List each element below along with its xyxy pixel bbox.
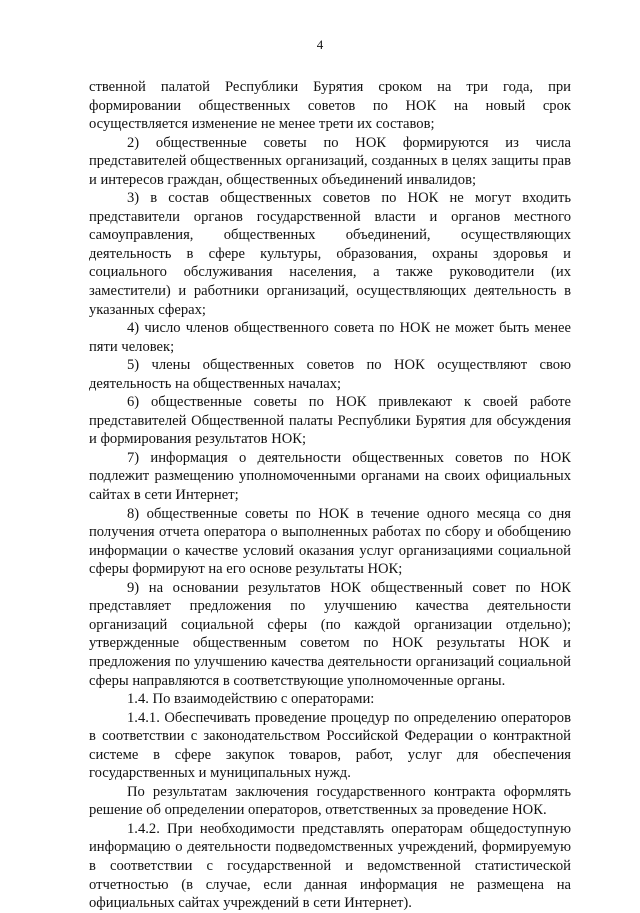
paragraph-item-9: 9) на основании результатов НОК общественный совет по НОК представляет предложения по улучшению качества деятельности организаций социальной сферы (по каждой организации отдельно); утвержденные общественным советом по НОК результаты НОК и предложения по улучшению качества деятельности организаций социальной сферы направляются в соответствующие уполномоченные органы. — [89, 579, 571, 689]
paragraph-item-4: 4) число членов общественного совета по НОК не может быть менее пяти человек; — [89, 320, 571, 355]
page-number: 4 — [316, 37, 324, 52]
paragraph-1-4-2: 1.4.2. При необходимости представлять операторам общедоступную информацию о деятельности подведомственных учреждений, формируемую в соответствии с государственной и ведомственной статистической отчетностью (в случае, если данная информация не размещена на официальных сайтах учреждений в сети Интернет). — [89, 820, 571, 912]
document-body — [89, 78, 571, 913]
paragraph-item-6: 6) общественные советы по НОК привлекают к своей работе представителей Общественной палаты Республики Бурятия для обсуждения и формирования результатов НОК; — [89, 394, 571, 448]
paragraph-item-8: 8) общественные советы по НОК в течение одного месяца со дня получения отчета оператора о выполненных работах по сбору и обобщению информации о качестве условий оказания услуг организациями социальной сферы формируют на его основе результаты НОК; — [89, 505, 571, 578]
paragraph-continuation: ственной палатой Республики Бурятия сроком на три года, при формировании общественных советов по НОК на новый срок осуществляется изменение не менее трети их составов; — [89, 79, 571, 133]
paragraph-item-7: 7) информация о деятельности общественных советов по НОК подлежит размещению уполномоченными органами на своих официальных сайтах в сети Интернет; — [89, 449, 571, 504]
section-heading-1-4: 1.4. По взаимодействию с операторами: — [127, 691, 375, 708]
paragraph-item-5: 5) члены общественных советов по НОК осуществляют свою деятельность на общественных началах; — [89, 357, 571, 392]
paragraph-contract-result: По результатам заключения государственного контракта оформлять решение об определении операторов, ответственных за проведение НОК. — [89, 783, 571, 819]
paragraph-item-2: 2) общественные советы по НОК формируются из числа представителей общественных организаций, созданных в целях защиты прав и интересов граждан, общественных объединений инвалидов; — [89, 134, 571, 188]
paragraph-item-3: 3) в состав общественных советов по НОК не могут входить представители органов государственной власти и органов местного самоуправления, общественных объединений, осуществляющих деятельность в сфере культуры, образования, охраны здоровья и социального обслуживания населения, а также руководители (их заместители) и работники организаций, осуществляющих деятельность в указанных сферах; — [89, 190, 571, 318]
paragraph-1-4-1: 1.4.1. Обеспечивать проведение процедур по определению операторов в соответствии с законодательством Российской Федерации о контрактной системе в сфере закупок товаров, работ, услуг для обеспечения государственных и муниципальных нужд. — [89, 709, 571, 782]
